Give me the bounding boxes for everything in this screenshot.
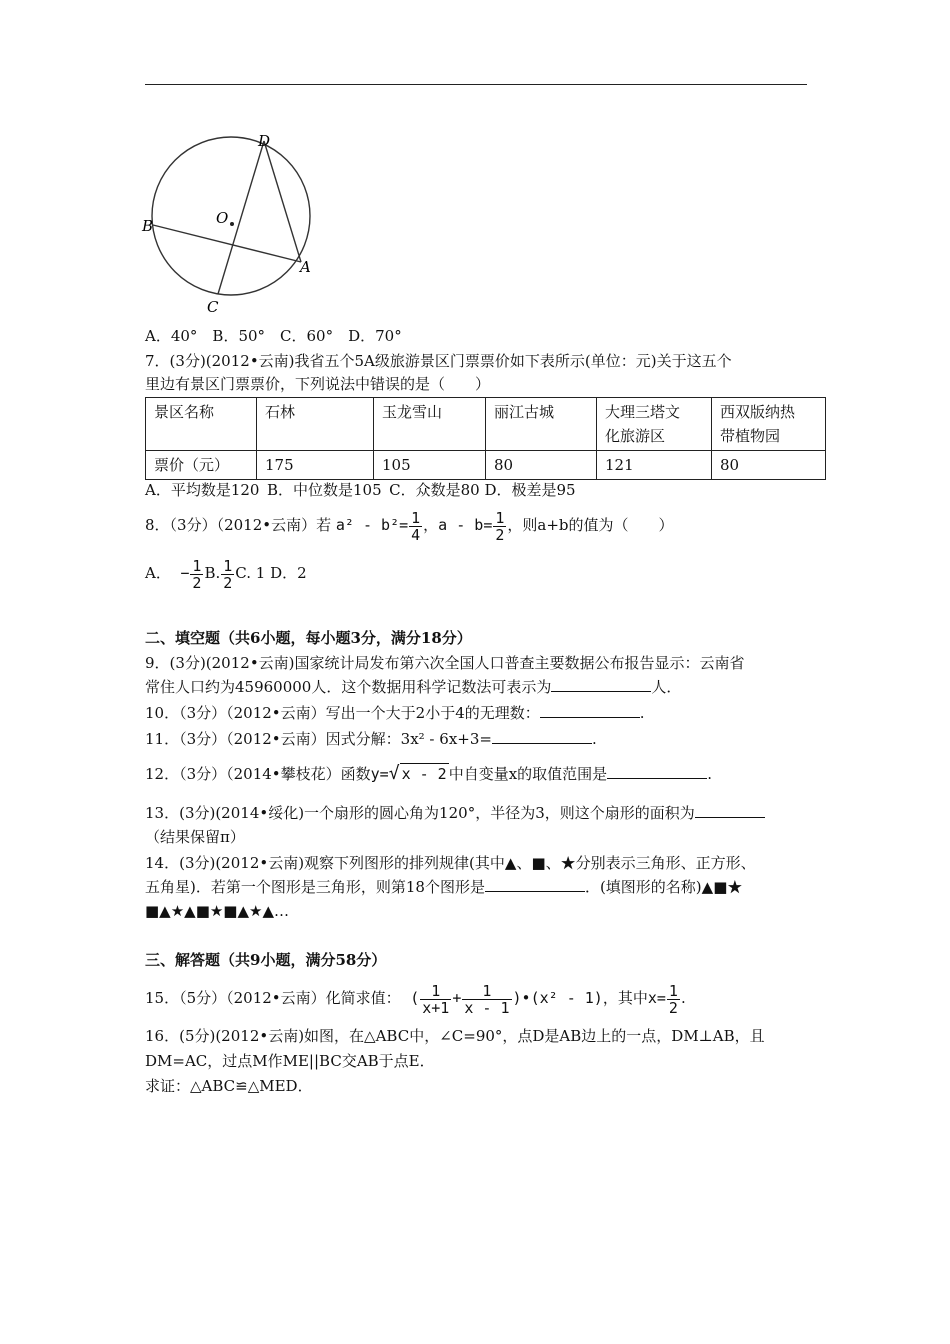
q14-line2: 五角星)．若第一个图形是三角形，则第18个图形是 ．(填图形的名称)▲■★ <box>145 878 743 896</box>
answer-blank[interactable] <box>485 877 585 892</box>
circle-figure <box>140 128 320 318</box>
answer-blank[interactable] <box>607 764 707 779</box>
q13-line1: 13．(3分)(2014•绥化)一个扇形的圆心角为120°，半径为3，则这个扇形的面积为 <box>145 803 765 823</box>
label-c: C <box>207 298 219 316</box>
q7-line2: 里边有景区门票票价，下列说法中错误的是（ ） <box>145 375 491 393</box>
fraction: $\frac{1}{2}$ <box>495 508 505 544</box>
table-cell: 玉龙雪山 <box>374 398 486 451</box>
fraction: $\frac{1}{2}$ <box>668 981 678 1017</box>
table-cell: 大理三塔文 化旅游区 <box>597 398 712 451</box>
q16-line2: DM=AC，过点M作ME||BC交AB于点E． <box>145 1052 435 1070</box>
table-cell: 丽江古城 <box>486 398 597 451</box>
q14-line1: 14．(3分)(2012•云南)观察下列图形的排列规律(其中▲、■、★分别表示三角形、正方形、 <box>145 854 756 872</box>
q12: 12．（3分）（2014•攀枝花）函数y=√ x - 2 中自变量x的取值范围是 . <box>145 763 712 784</box>
table-cell: 西双版纳热 带植物园 <box>712 398 826 451</box>
table-row <box>146 451 826 480</box>
q10: 10．（3分）（2012•云南）写出一个大于2小于4的无理数： . <box>145 704 645 722</box>
fraction: $\frac{1}{2}$ <box>192 556 202 592</box>
q15: 15．（5分）（2012•云南）化简求值： ( $\frac{1}{x+1}$ + $\frac{1}{x - 1}$ )•(x² - 1)，其中x= $\frac{1}{2}$ . <box>145 981 686 1017</box>
fraction: $\frac{1}{x - 1}$ <box>464 981 510 1017</box>
label-d: D <box>258 132 271 150</box>
q9-line1: 9．(3分)(2012•云南)国家统计局发布第六次全国人口普查主要数据公布报告显示：云南省 <box>145 654 745 672</box>
q7-line1: 7．(3分)(2012•云南)我省五个5A级旅游景区门票票价如下表所示(单位：元)关于这五个 <box>145 352 732 370</box>
chord-bd <box>153 225 301 262</box>
q11: 11．（3分）（2012•云南）因式分解：3x² - 6x+3= . <box>145 730 597 748</box>
table-cell: 121 <box>597 451 712 480</box>
header-rule <box>145 84 807 85</box>
fraction: $\frac{1}{x+1}$ <box>422 981 450 1017</box>
chord-da <box>264 141 301 262</box>
answer-blank[interactable] <box>695 803 765 818</box>
label-b: B <box>142 217 154 235</box>
label-o: O <box>216 209 229 227</box>
table-header-row <box>146 398 826 451</box>
fraction: $\frac{1}{4}$ <box>411 508 421 544</box>
section-2-title: 二、填空题（共6小题，每小题3分，满分18分） <box>145 629 472 647</box>
answer-blank[interactable] <box>540 703 640 718</box>
q16-line1: 16．(5分)(2012•云南)如图，在△ABC中，∠C=90°，点D是AB边上的一点，DM⊥AB，且 <box>145 1027 765 1045</box>
q7-options: A．平均数是120 B．中位数是105 C．众数是80 D．极差是95 <box>145 481 576 499</box>
table-cell: 石林 <box>257 398 374 451</box>
answer-blank[interactable] <box>492 729 592 744</box>
center-point <box>230 222 234 226</box>
q14-line3: ■▲★▲■★■▲★▲… <box>145 902 290 920</box>
fraction: $\frac{1}{2}$ <box>223 556 233 592</box>
answer-blank[interactable] <box>551 677 651 692</box>
table-cell: 105 <box>374 451 486 480</box>
table-cell: 票价（元） <box>146 451 257 480</box>
q8-question: 8．（3分）（2012•云南）若 a² - b²= $\frac{1}{4}$ ，a - b= $\frac{1}{2}$ ，则a+b的值为（ ） <box>145 508 674 544</box>
ticket-price-table <box>145 397 826 480</box>
q9-line2: 常住人口约为45960000人．这个数据用科学记数法可表示为 人． <box>145 678 682 696</box>
table-cell: 80 <box>712 451 826 480</box>
q16-line3: 求证：△ABC≌△MED． <box>145 1077 313 1095</box>
q6-options: A．40° B．50° C．60° D．70° <box>145 327 402 345</box>
q8-options: A． − $\frac{1}{2}$ B. $\frac{1}{2}$ C. 1 D．2 <box>145 556 307 592</box>
label-a: A <box>300 258 311 276</box>
q13-line2: （结果保留π） <box>145 828 245 846</box>
table-cell: 175 <box>257 451 374 480</box>
table-cell: 80 <box>486 451 597 480</box>
table-cell: 景区名称 <box>146 398 257 451</box>
section-3-title: 三、解答题（共9小题，满分58分） <box>145 951 387 969</box>
